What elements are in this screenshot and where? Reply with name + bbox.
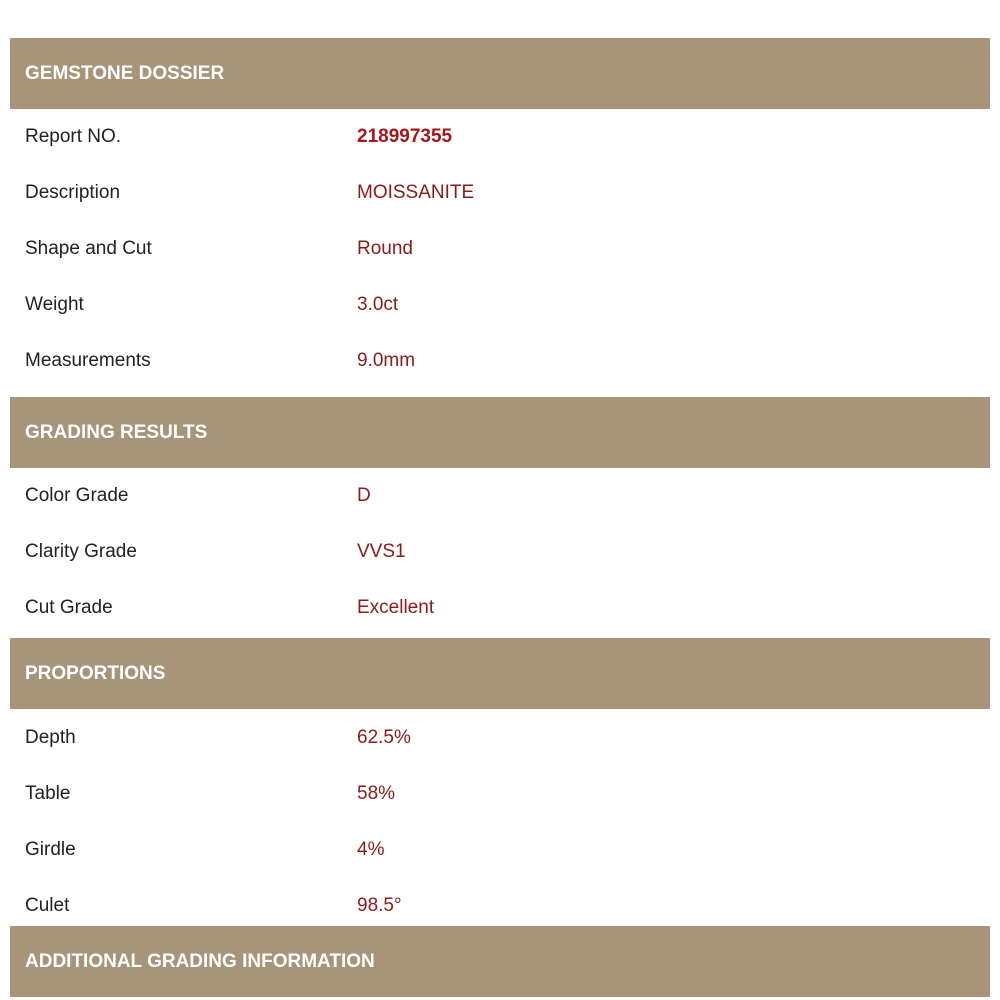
section-title: PROPORTIONS <box>25 662 166 684</box>
row-shape-and-cut <box>10 221 990 277</box>
row-value: D <box>357 485 371 506</box>
row-label: Girdle <box>25 839 76 860</box>
row-clarity-grade <box>10 524 990 580</box>
row-label: Measurements <box>25 350 151 371</box>
row-girdle <box>10 822 990 878</box>
row-value: 4% <box>357 839 385 860</box>
row-description <box>10 165 990 221</box>
row-label: Report NO. <box>25 126 122 147</box>
row-label: Shape and Cut <box>25 238 152 259</box>
row-value: 3.0ct <box>357 294 399 315</box>
row-label: Clarity Grade <box>25 541 137 562</box>
row-value: VVS1 <box>357 541 406 562</box>
section-header-additional <box>10 926 990 997</box>
section-header-dossier <box>10 38 990 109</box>
section-title: ADDITIONAL GRADING INFORMATION <box>25 950 375 972</box>
row-label: Color Grade <box>25 485 129 506</box>
row-table <box>10 766 990 822</box>
row-label: Table <box>25 783 71 804</box>
row-label: Depth <box>25 727 76 748</box>
report-number: 218997355 <box>357 126 453 147</box>
row-value: Excellent <box>357 597 435 618</box>
section-header-grading <box>10 397 990 468</box>
row-label: Cut Grade <box>25 597 113 618</box>
row-report-no <box>10 109 990 165</box>
row-label: Culet <box>25 895 70 916</box>
row-weight <box>10 277 990 333</box>
section-title: GRADING RESULTS <box>25 421 208 443</box>
row-label: Weight <box>25 294 84 315</box>
row-value: 58% <box>357 783 396 804</box>
row-value: 62.5% <box>357 727 411 748</box>
row-value: Round <box>357 238 413 259</box>
section-header-proportions <box>10 638 990 709</box>
row-value: 98.5° <box>357 895 402 916</box>
row-label: Description <box>25 182 121 203</box>
row-value: 9.0mm <box>357 350 416 371</box>
row-color-grade <box>10 468 990 524</box>
section-title: GEMSTONE DOSSIER <box>25 62 225 84</box>
row-cut-grade <box>10 580 990 636</box>
row-depth <box>10 710 990 766</box>
row-value: MOISSANITE <box>357 182 475 203</box>
row-measurements <box>10 333 990 389</box>
